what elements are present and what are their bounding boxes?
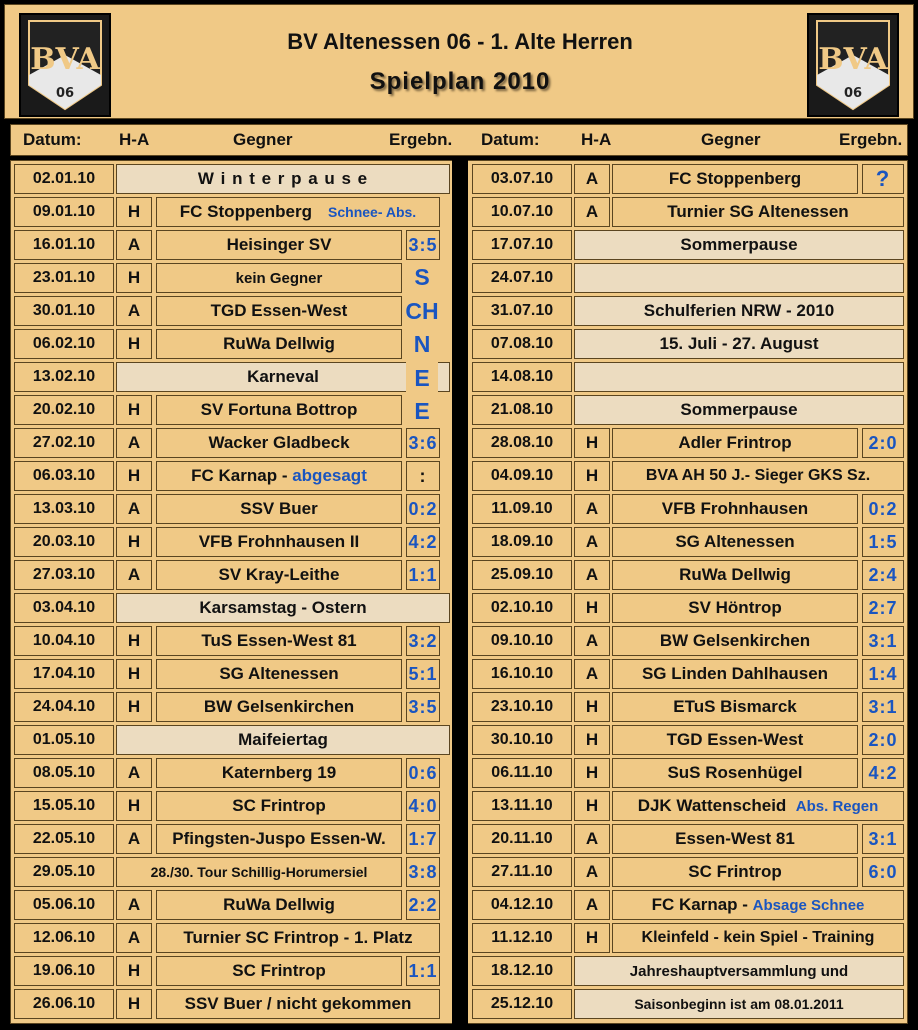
- row-opponent: BW Gelsenkirchen: [612, 626, 858, 656]
- row-opponent: TGD Essen-West: [612, 725, 858, 755]
- row-date: 20.11.10: [472, 824, 572, 854]
- row-event: Sommerpause: [574, 230, 904, 260]
- row-result: 0:6: [406, 758, 440, 788]
- row-result: 3:1: [862, 824, 904, 854]
- row-opponent: [156, 659, 402, 689]
- row-result: 5:1: [406, 659, 440, 689]
- row-date: 09.01.10: [14, 197, 114, 227]
- row-date: 18.09.10: [472, 527, 572, 557]
- logo-sub: 06: [55, 86, 75, 101]
- row-home-away: A: [116, 923, 152, 953]
- row-opponent: [156, 560, 402, 590]
- row-result: 2:0: [862, 725, 904, 755]
- row-result: 1:1: [406, 956, 440, 986]
- row-opponent: [156, 395, 402, 425]
- row-result: 1:4: [862, 659, 904, 689]
- row-event: Jahreshauptversammlung und: [574, 956, 904, 986]
- separator: -: [277, 466, 293, 485]
- col-date-right: Datum:: [481, 130, 540, 149]
- row-date: 21.08.10: [472, 395, 572, 425]
- opponent-name: FC Stoppenberg: [179, 202, 313, 221]
- row-date: 16.10.10: [472, 659, 572, 689]
- col-date-left: Datum:: [23, 130, 82, 149]
- schnee-letter: CH: [405, 297, 439, 324]
- row-date: 03.07.10: [472, 164, 572, 194]
- row-event: [574, 362, 904, 392]
- row-opponent: [156, 263, 402, 293]
- row-home-away: H: [116, 461, 152, 491]
- row-opponent: [156, 626, 402, 656]
- opponent-name: Turnier SG Altenessen: [667, 202, 849, 221]
- row-opponent: [156, 461, 402, 491]
- row-home-away: A: [574, 890, 610, 920]
- row-opponent: SG Linden Dahlhausen: [612, 659, 858, 689]
- opponent-note: Abs. Regen: [795, 797, 879, 815]
- opponent-name: TGD Essen-West: [210, 301, 348, 320]
- row-opponent: SC Frintrop: [612, 857, 858, 887]
- row-home-away: H: [116, 956, 152, 986]
- row-home-away: H: [116, 527, 152, 557]
- row-date: 02.10.10: [472, 593, 572, 623]
- row-date: 06.02.10: [14, 329, 114, 359]
- row-date: 22.05.10: [14, 824, 114, 854]
- row-home-away: H: [116, 791, 152, 821]
- row-date: 14.08.10: [472, 362, 572, 392]
- opponent-note: abgesagt: [292, 466, 367, 485]
- row-result: 3:6: [406, 428, 440, 458]
- row-opponent: [156, 494, 402, 524]
- opponent-name: SSV Buer: [240, 499, 318, 518]
- row-home-away: A: [116, 428, 152, 458]
- row-home-away: H: [116, 989, 152, 1019]
- opponent-name: Kleinfeld - kein Spiel - Training: [641, 929, 875, 946]
- row-home-away: H: [116, 626, 152, 656]
- row-result: 1:7: [406, 824, 440, 854]
- row-date: 01.05.10: [14, 725, 114, 755]
- opponent-name: Wacker Gladbeck: [208, 433, 350, 452]
- row-result: 2:7: [862, 593, 904, 623]
- row-date: 27.03.10: [14, 560, 114, 590]
- row-event: W i n t e r p a u s e: [116, 164, 450, 194]
- row-result: 3:5: [406, 230, 440, 260]
- row-home-away: H: [116, 659, 152, 689]
- row-date: 30.10.10: [472, 725, 572, 755]
- row-opponent: [156, 197, 440, 227]
- opponent-name: RuWa Dellwig: [223, 895, 335, 914]
- logo-text: BVA: [30, 42, 100, 77]
- row-result: ?: [862, 164, 904, 194]
- column-header-bar: [10, 124, 908, 156]
- row-home-away: A: [116, 758, 152, 788]
- row-home-away: A: [574, 164, 610, 194]
- row-opponent: [156, 791, 402, 821]
- row-result: 3:1: [862, 692, 904, 722]
- col-result-right: Ergebn.: [839, 130, 903, 149]
- row-opponent: [612, 791, 904, 821]
- row-date: 02.01.10: [14, 164, 114, 194]
- col-opponent-right: Gegner: [701, 130, 761, 149]
- opponent-name: VFB Frohnhausen II: [198, 532, 360, 551]
- center-divider: [452, 160, 468, 1024]
- row-date: 10.07.10: [472, 197, 572, 227]
- row-opponent: [612, 890, 904, 920]
- row-home-away: H: [116, 263, 152, 293]
- row-home-away: H: [574, 725, 610, 755]
- row-result: 2:2: [406, 890, 440, 920]
- opponent-name: FC Karnap: [191, 466, 278, 485]
- schnee-letter: E: [414, 364, 430, 391]
- row-opponent: Essen-West 81: [612, 824, 858, 854]
- schnee-letter: N: [413, 331, 431, 357]
- opponent-name: FC Karnap: [651, 895, 738, 914]
- row-opponent: FC Stoppenberg: [612, 164, 858, 194]
- row-date: 25.09.10: [472, 560, 572, 590]
- row-event: Saisonbeginn ist am 08.01.2011: [574, 989, 904, 1019]
- col-result-left: Ergebn.: [389, 130, 453, 149]
- row-home-away: H: [574, 923, 610, 953]
- col-opponent-left: Gegner: [233, 130, 293, 149]
- row-date: 24.07.10: [472, 263, 572, 293]
- row-opponent: [612, 461, 904, 491]
- opponent-name: SC Frintrop: [232, 961, 326, 980]
- logo-text: BVA: [818, 42, 888, 77]
- row-home-away: A: [574, 197, 610, 227]
- row-home-away: A: [116, 296, 152, 326]
- row-opponent: SuS Rosenhügel: [612, 758, 858, 788]
- row-opponent: SV Höntrop: [612, 593, 858, 623]
- row-date: 06.11.10: [472, 758, 572, 788]
- opponent-name: RuWa Dellwig: [223, 334, 335, 353]
- row-home-away: H: [574, 791, 610, 821]
- row-event: 28./30. Tour Schillig-Horumersiel: [116, 857, 402, 887]
- row-date: 30.01.10: [14, 296, 114, 326]
- row-result: 2:4: [862, 560, 904, 590]
- row-date: 11.09.10: [472, 494, 572, 524]
- row-date: 23.01.10: [14, 263, 114, 293]
- row-date: 18.12.10: [472, 956, 572, 986]
- row-event: Sommerpause: [574, 395, 904, 425]
- row-opponent: SG Altenessen: [612, 527, 858, 557]
- row-home-away: H: [116, 395, 152, 425]
- row-date: 20.03.10: [14, 527, 114, 557]
- row-opponent: [156, 824, 402, 854]
- row-event: Karneval: [116, 362, 450, 392]
- row-result: 2:0: [862, 428, 904, 458]
- row-result: 3:1: [862, 626, 904, 656]
- row-opponent: [156, 692, 402, 722]
- row-opponent: [156, 296, 402, 326]
- row-date: 27.11.10: [472, 857, 572, 887]
- opponent-name: BVA AH 50 J.- Sieger GKS Sz.: [645, 467, 871, 484]
- row-result: 1:1: [406, 560, 440, 590]
- separator: -: [737, 895, 753, 914]
- page-title: BV Altenessen 06 - 1. Alte Herren: [287, 29, 633, 54]
- club-logo-right: [807, 13, 899, 117]
- row-opponent: [156, 758, 402, 788]
- row-opponent: Adler Frintrop: [612, 428, 858, 458]
- opponent-name: Pfingsten-Juspo Essen-W.: [172, 829, 386, 848]
- row-date: 04.12.10: [472, 890, 572, 920]
- row-opponent: [612, 923, 904, 953]
- row-home-away: H: [116, 329, 152, 359]
- row-result: 0:2: [406, 494, 440, 524]
- row-date: 27.02.10: [14, 428, 114, 458]
- row-event: Maifeiertag: [116, 725, 450, 755]
- row-opponent: RuWa Dellwig: [612, 560, 858, 590]
- row-home-away: H: [574, 758, 610, 788]
- row-date: 11.12.10: [472, 923, 572, 953]
- row-date: 31.07.10: [472, 296, 572, 326]
- row-home-away: A: [574, 857, 610, 887]
- row-home-away: H: [574, 692, 610, 722]
- row-result: 4:0: [406, 791, 440, 821]
- opponent-note: Absage Schnee: [752, 896, 865, 914]
- row-date: 05.06.10: [14, 890, 114, 920]
- schnee-letter: S: [414, 264, 430, 290]
- row-home-away: A: [116, 824, 152, 854]
- row-home-away: H: [116, 692, 152, 722]
- col-ha-left: H-A: [119, 130, 150, 149]
- row-date: 16.01.10: [14, 230, 114, 260]
- row-home-away: H: [574, 461, 610, 491]
- opponent-name: Heisinger SV: [226, 235, 332, 254]
- row-date: 08.05.10: [14, 758, 114, 788]
- row-home-away: A: [574, 824, 610, 854]
- row-date: 17.04.10: [14, 659, 114, 689]
- row-opponent: VFB Frohnhausen: [612, 494, 858, 524]
- schnee-vertical-label: [406, 262, 438, 426]
- opponent-name: Katernberg 19: [221, 763, 337, 782]
- row-home-away: A: [574, 494, 610, 524]
- col-ha-right: H-A: [581, 130, 612, 149]
- row-date: 13.03.10: [14, 494, 114, 524]
- row-home-away: H: [116, 197, 152, 227]
- opponent-name: SG Altenessen: [219, 664, 339, 683]
- row-home-away: A: [116, 560, 152, 590]
- row-date: 28.08.10: [472, 428, 572, 458]
- row-result: 1:5: [862, 527, 904, 557]
- opponent-note: Schnee- Abs.: [328, 204, 417, 220]
- row-result: 3:2: [406, 626, 440, 656]
- row-date: 10.04.10: [14, 626, 114, 656]
- opponent-name: SV Kray-Leithe: [218, 565, 340, 584]
- row-date: 03.04.10: [14, 593, 114, 623]
- opponent-name: DJK Wattenscheid: [637, 796, 787, 815]
- row-home-away: A: [574, 560, 610, 590]
- row-date: 07.08.10: [472, 329, 572, 359]
- opponent-name: kein Gegner: [235, 269, 323, 287]
- row-home-away: H: [574, 428, 610, 458]
- opponent-name: SV Fortuna Bottrop: [200, 400, 358, 419]
- row-home-away: A: [116, 890, 152, 920]
- page-subtitle: Spielplan 2010: [369, 68, 551, 95]
- logo-sub: 06: [843, 86, 863, 101]
- row-date: 20.02.10: [14, 395, 114, 425]
- row-home-away: A: [116, 230, 152, 260]
- row-result: 0:2: [862, 494, 904, 524]
- opponent-name: SC Frintrop: [232, 796, 326, 815]
- row-opponent: Turnier SC Frintrop - 1. Platz: [156, 923, 440, 953]
- schnee-letter: E: [414, 398, 430, 424]
- row-opponent: [156, 527, 402, 557]
- row-result: 4:2: [862, 758, 904, 788]
- row-date: 04.09.10: [472, 461, 572, 491]
- row-date: 09.10.10: [472, 626, 572, 656]
- row-date: 23.10.10: [472, 692, 572, 722]
- row-event: Schulferien NRW - 2010: [574, 296, 904, 326]
- row-home-away: A: [574, 527, 610, 557]
- row-event: [574, 263, 904, 293]
- row-opponent: [156, 428, 402, 458]
- row-opponent: [156, 890, 402, 920]
- row-result: :: [406, 461, 440, 491]
- row-home-away: A: [574, 626, 610, 656]
- row-opponent: [156, 956, 402, 986]
- row-date: 12.06.10: [14, 923, 114, 953]
- row-date: 24.04.10: [14, 692, 114, 722]
- row-home-away: A: [116, 494, 152, 524]
- row-date: 25.12.10: [472, 989, 572, 1019]
- row-date: 13.02.10: [14, 362, 114, 392]
- row-date: 13.11.10: [472, 791, 572, 821]
- row-date: 15.05.10: [14, 791, 114, 821]
- row-date: 26.06.10: [14, 989, 114, 1019]
- row-event: 15. Juli - 27. August: [574, 329, 904, 359]
- row-date: 06.03.10: [14, 461, 114, 491]
- row-opponent: SSV Buer / nicht gekommen: [156, 989, 440, 1019]
- row-result: 4:2: [406, 527, 440, 557]
- row-opponent: ETuS Bismarck: [612, 692, 858, 722]
- row-date: 17.07.10: [472, 230, 572, 260]
- spacer: [786, 796, 795, 816]
- header: [4, 4, 914, 119]
- row-opponent: [156, 230, 402, 260]
- opponent-name: BW Gelsenkirchen: [203, 697, 355, 716]
- row-date: 19.06.10: [14, 956, 114, 986]
- row-date: 29.05.10: [14, 857, 114, 887]
- row-opponent: [612, 197, 904, 227]
- row-result: 3:8: [406, 857, 440, 887]
- row-event: Karsamstag - Ostern: [116, 593, 450, 623]
- row-home-away: H: [574, 593, 610, 623]
- opponent-name: TuS Essen-West 81: [201, 631, 357, 650]
- row-opponent: [156, 329, 402, 359]
- row-home-away: A: [574, 659, 610, 689]
- row-result: 3:5: [406, 692, 440, 722]
- row-result: 6:0: [862, 857, 904, 887]
